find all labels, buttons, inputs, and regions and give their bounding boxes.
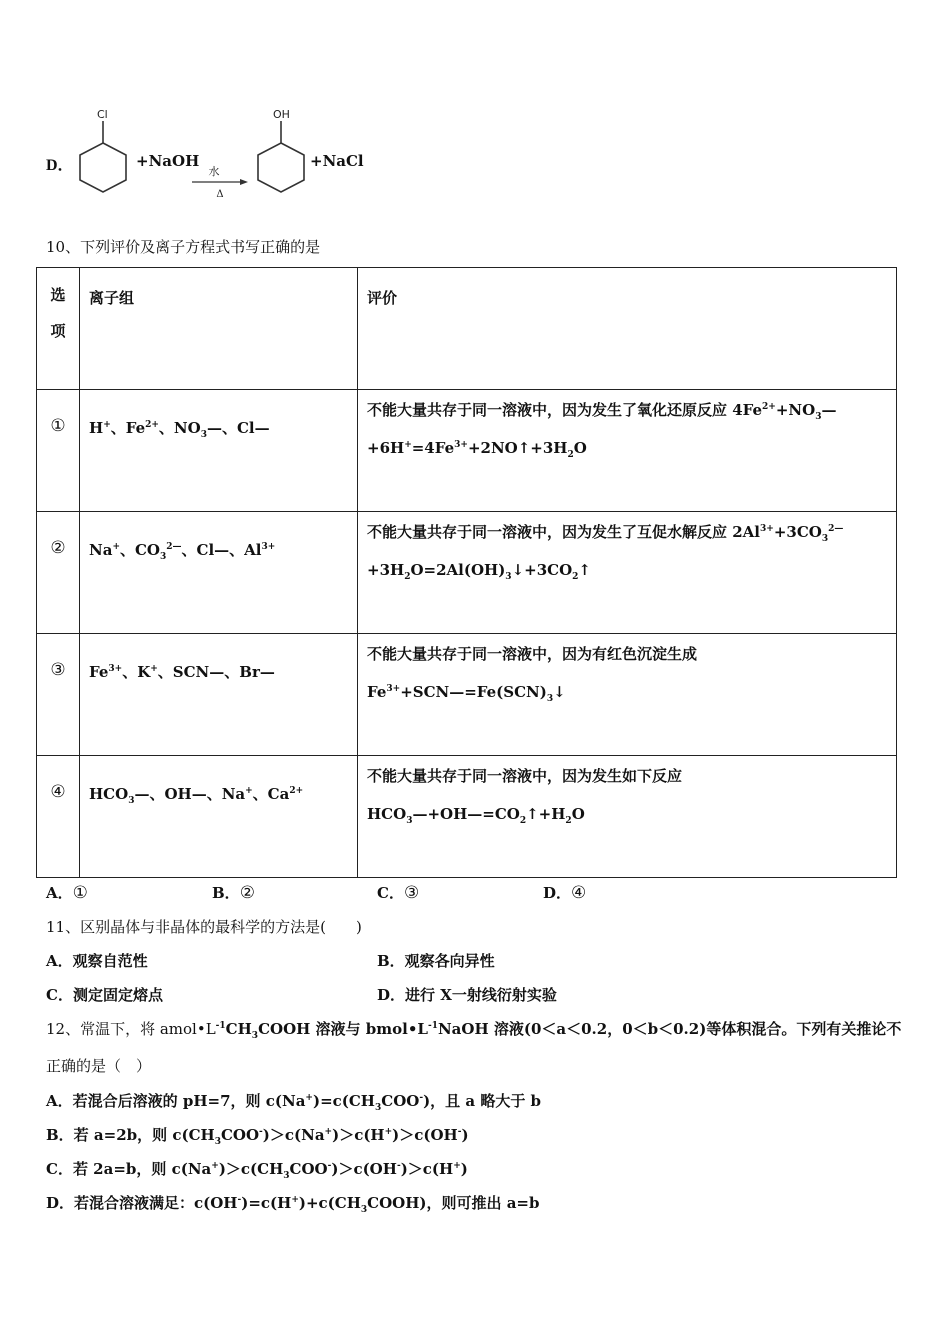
evaluation-text: 不能大量共存于同一溶液中，因为有红色沉淀生成 [367, 645, 698, 663]
ion-group: H+、$Fe^{2+}$、$NO_3—$、Cl— [89, 419, 270, 440]
q11-title: 11、区别晶体与非晶体的最科学的方法是( ) [46, 918, 362, 936]
q10-choice-a[interactable]: A．① [46, 883, 88, 903]
ionic-equation: $HCO_3—+OH—=CO_2↑+H_2O$ [367, 805, 585, 826]
byproduct-nacl: +NaCl [310, 152, 364, 170]
q11-option-c[interactable]: C．测定固定熔点 [46, 986, 163, 1004]
evaluation-text: 不能大量共存于同一溶液中，因为发生了氧化还原反应 $4Fe^{2+}+NO_3—$ [367, 401, 837, 422]
reaction-scheme [70, 100, 370, 200]
q10-title: 10、下列评价及离子方程式书写正确的是 [46, 238, 321, 256]
row-mark: ③ [50, 660, 66, 680]
q12-title-line2: 正确的是（ ） [46, 1057, 152, 1075]
product-substituent: OH [273, 108, 290, 121]
q12-option-a[interactable]: A．若混合后溶液的 pH=7，则 $c(Na^+)=c(CH_3COO^-)$，且 a 略大于 b [46, 1092, 542, 1113]
ionic-equation: $Fe^{3+}+SCN—=Fe(SCN)_3↓$ [367, 683, 566, 704]
row-mark: ④ [50, 782, 66, 802]
row-mark: ① [50, 416, 66, 436]
header-evaluation-cell: 评价 [358, 268, 897, 390]
q12-title-line1: 12、常温下，将 $amol•L^{-1}CH_3COOH$ 溶液与 $bmol•L^{-1}NaOH$ 溶液(0＜a＜0.2，0＜b＜0.2)等体积混合。下列有关推论不 [46, 1020, 902, 1041]
q11-option-a[interactable]: A．观察自范性 [46, 952, 148, 970]
q11-option-b[interactable]: B．观察各向异性 [377, 952, 495, 970]
header-ions-cell: 离子组 [80, 268, 358, 390]
table-row [37, 756, 897, 878]
q12-option-d[interactable]: D．若混合溶液满足：$c(OH^-)=c(H^+)+c(CH_3COOH)$，则可推出 a=b [46, 1194, 540, 1215]
q12-option-c[interactable]: C．若 2a=b，则 $c(Na^+)>c(CH_3COO^-)>c(OH^-)>c(H^+)$ [46, 1160, 468, 1181]
evaluation-text: 不能大量共存于同一溶液中，因为发生如下反应 [367, 767, 683, 785]
ionic-equation: $+3H_2O=2Al(OH)_3↓+3CO_2↑$ [367, 561, 591, 582]
q10-choice-b[interactable]: B．② [212, 883, 255, 903]
ion-group: $HCO_3—$、OH—、Na+、$Ca^{2+}$ [89, 785, 304, 806]
reactant-substituent: Cl [97, 108, 108, 121]
header-option-cell: 选 项 [37, 268, 80, 390]
ionic-equation: $+6H^+=4Fe^{3+}+2NO↑+3H_2O$ [367, 439, 587, 460]
q12-option-b[interactable]: B．若 a=2b，则 $c(CH_3COO^-)>c(Na^+)>c(H^+)>c(OH^-)$ [46, 1126, 469, 1147]
q10-choice-d[interactable]: D．④ [543, 883, 587, 903]
row-mark: ② [50, 538, 66, 558]
reagent-naoh: +NaOH [136, 152, 200, 170]
evaluation-text: 不能大量共存于同一溶液中，因为发生了互促水解反应 $2Al^{3+}+3CO_3^{2—}$ [367, 523, 844, 544]
q11-option-d[interactable]: D．进行 X一射线衍射实验 [377, 986, 557, 1004]
reaction-arrow [192, 179, 248, 185]
q10-table [36, 267, 897, 878]
arrow-condition-top: 水 [208, 165, 220, 178]
chlorocyclohexane-structure [80, 121, 126, 192]
table-header-row [37, 268, 897, 390]
table-row [37, 512, 897, 634]
ion-group: $Fe^{3+}$、K+、SCN—、Br— [89, 663, 275, 681]
table-row [37, 390, 897, 512]
arrow-condition-bottom: Δ [216, 189, 224, 200]
option-d-label: D． [46, 157, 74, 174]
ion-group: Na+、$CO_3^{2—}$、Cl—、$Al^{3+}$ [89, 541, 276, 562]
table-row [37, 634, 897, 756]
q10-choice-c[interactable]: C．③ [377, 883, 420, 903]
cyclohexanol-structure [258, 121, 304, 192]
